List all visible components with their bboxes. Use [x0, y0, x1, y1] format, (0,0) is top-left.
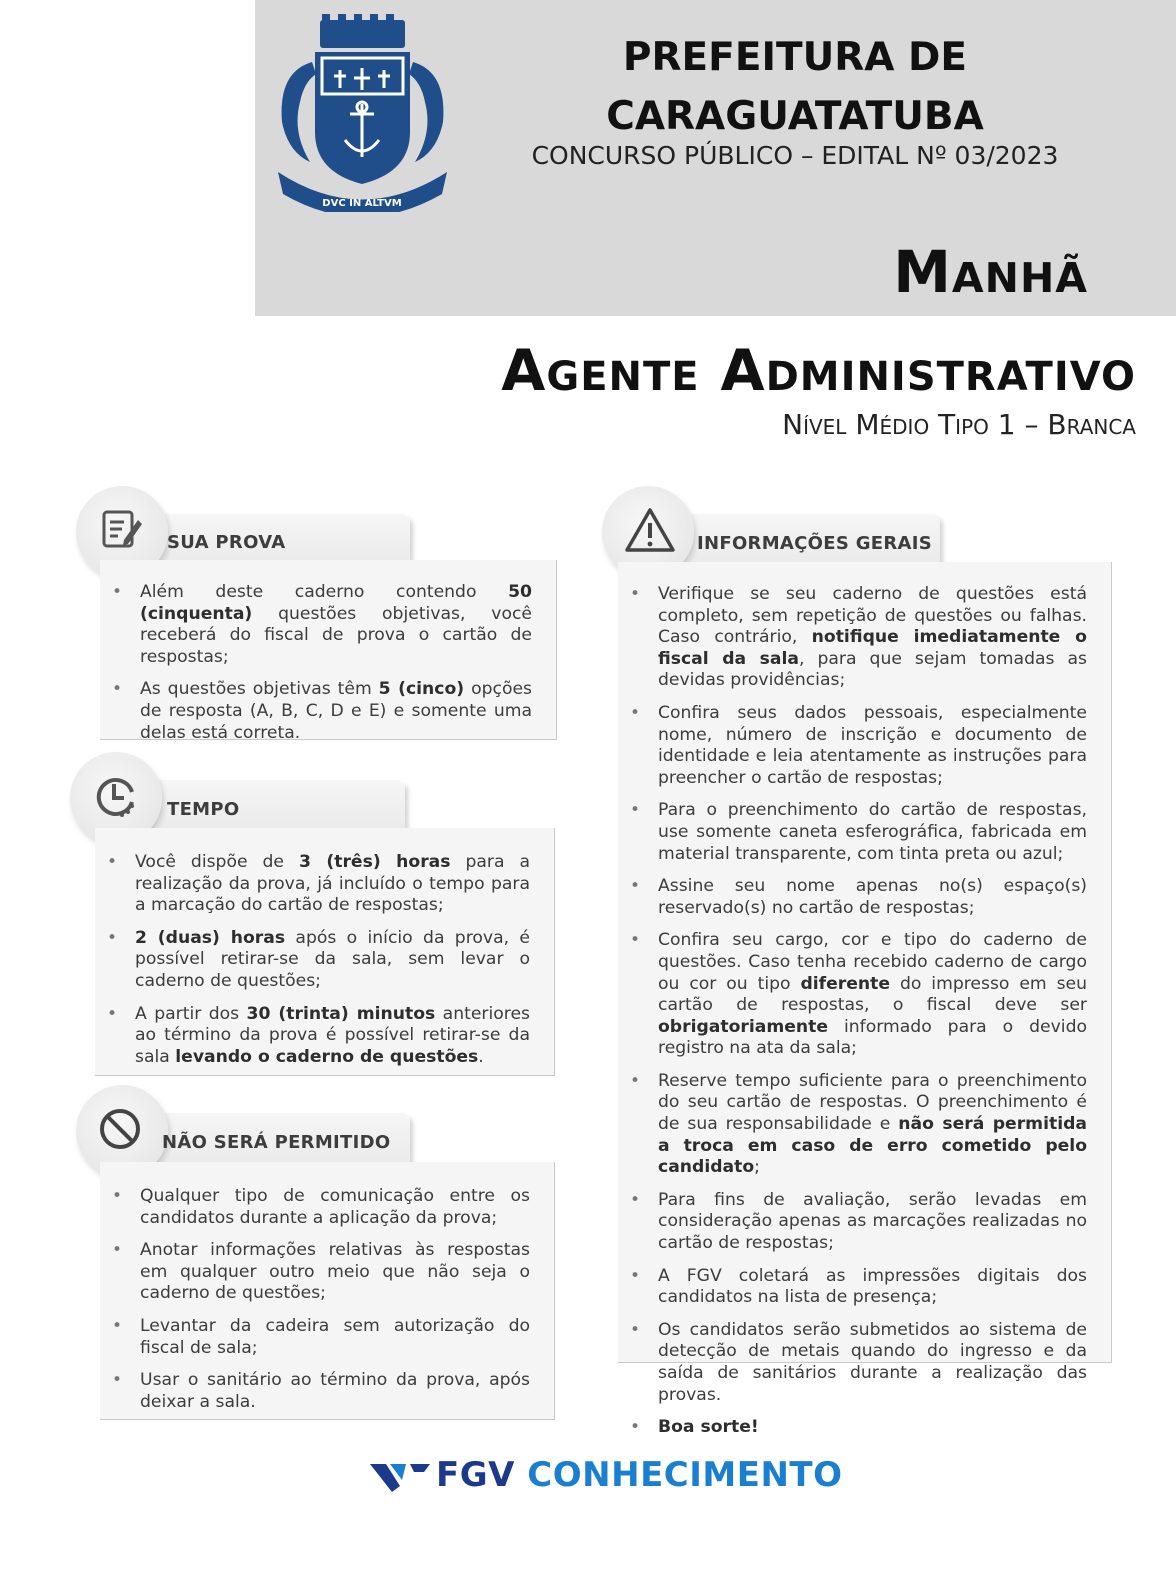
informacoes-gerais-item: [618, 930, 1087, 1060]
informacoes-gerais-item-text: Para fins de avaliação, serão levadas em consideração apenas as marcações realizadas no cartão de respostas;: [658, 1189, 1087, 1254]
nao-permitido-item-text: Qualquer tipo de comunicação entre os candidatos durante a aplicação da prova;: [140, 1186, 530, 1228]
sua-prova-item-text: 50 (cinquenta): [140, 582, 532, 624]
informacoes-gerais-item: [618, 1190, 1087, 1255]
sua-prova-item-text: 5 (cinco): [378, 679, 465, 700]
footer-brand: [436, 1455, 843, 1495]
informacoes-gerais-item: [618, 800, 1087, 865]
crest-logo: [270, 12, 455, 212]
tempo-item-text: 3 (três) horas: [298, 852, 451, 872]
informacoes-gerais-list: [618, 584, 1087, 1439]
nao-permitido-item: [100, 1370, 530, 1413]
informacoes-gerais-item: [618, 1266, 1087, 1309]
informacoes-gerais-panel: [618, 562, 1112, 1438]
prohibited-icon: [98, 1105, 146, 1153]
tempo-item: [95, 1004, 530, 1069]
informacoes-gerais-item-text: Para o preenchimento do cartão de respostas, use somente caneta esferográfica, fabricada em material transparente, com tinta preta ou azul;: [658, 800, 1087, 864]
tempo-panel: [95, 828, 555, 1076]
nao-permitido-title: NÃO SERÁ PERMITIDO: [162, 1132, 391, 1153]
informacoes-gerais-item-text: ;: [754, 1157, 760, 1178]
informacoes-gerais-item-text: diferente: [800, 973, 891, 994]
crest-motto: DVC IN ALTVM: [322, 198, 402, 209]
nao-permitido-item: [100, 1316, 530, 1359]
informacoes-gerais-item-text: informado para o devido registro na ata da sala;: [658, 1016, 1087, 1059]
informacoes-gerais-item-text: A FGV coletará as impressões digitais dos candidatos na lista de presença;: [658, 1265, 1087, 1308]
nao-permitido-item: [100, 1240, 530, 1305]
sua-prova-title: SUA PROVA: [167, 532, 286, 553]
sua-prova-list: [100, 582, 532, 744]
informacoes-gerais-item: [618, 1071, 1087, 1179]
informacoes-gerais-item: [618, 584, 1087, 692]
tempo-item-text: Você dispõe de: [135, 852, 299, 872]
tempo-item-text: A partir dos: [135, 1003, 247, 1024]
informacoes-gerais-item-text: Reserve tempo suficiente para o preenchimento do seu cartão de respostas. O preenchimento é de sua responsabilidade e: [658, 1070, 1087, 1135]
informacoes-gerais-item-text: Confira seus dados pessoais, especialmente nome, número de inscrição e documento de identidade e leia atentamente as instruções para preencher o cartão de respostas;: [658, 702, 1087, 788]
footer-brand-conhecimento: CONHECIMENTO: [527, 1455, 843, 1495]
tempo-item-text: 30 (trinta) minutos: [246, 1003, 436, 1024]
nao-permitido-item: [100, 1186, 530, 1229]
tempo-title: TEMPO: [167, 799, 240, 820]
informacoes-gerais-item-text: Confira seu cargo, cor e tipo do caderno de questões. Caso tenha recebido caderno de cargo ou cor ou tipo: [658, 930, 1087, 994]
informacoes-gerais-item-text: , para que sejam tomadas as devidas providências;: [658, 648, 1087, 691]
informacoes-gerais-item-text: obrigatoriamente: [658, 1016, 829, 1037]
sua-prova-panel: [100, 560, 557, 743]
informacoes-gerais-item: [618, 703, 1087, 789]
informacoes-gerais-item-text: Assine seu nome apenas no(s) espaço(s) reservado(s) no cartão de respostas;: [658, 876, 1087, 918]
informacoes-gerais-item: [618, 1320, 1087, 1406]
footer-brand-fgv: FGV: [436, 1455, 515, 1495]
informacoes-gerais-item-text: Os candidatos serão submetidos ao sistema de detecção de metais quando do ingresso e da saída de sanitários durante a realização das provas.: [658, 1319, 1087, 1405]
exam-shift: Manhã: [893, 238, 1088, 306]
tempo-item-text: levando o caderno de questões: [175, 1046, 479, 1067]
tempo-item: [95, 852, 530, 917]
sua-prova-item: [100, 679, 532, 744]
nao-permitido-list: [100, 1186, 530, 1413]
sua-prova-item-text: Além deste caderno contendo: [140, 582, 509, 602]
fgv-logo-mark-icon: [370, 1458, 432, 1498]
tempo-item-text: após o início da prova, é possível retirar-se da sala, sem levar o caderno de questões;: [135, 927, 530, 991]
sua-prova-item-text: As questões objetivas têm: [140, 679, 379, 700]
warning-icon: [624, 506, 676, 554]
nao-permitido-item-text: Anotar informações relativas às respostas em qualquer outro meio que não seja o caderno de questões;: [140, 1240, 530, 1304]
nao-permitido-item-text: Levantar da cadeira sem autorização do fiscal de sala;: [140, 1315, 530, 1358]
sua-prova-item-text: questões objetivas, você receberá do fiscal de prova o cartão de respostas;: [140, 603, 532, 667]
clock-icon: [92, 772, 140, 820]
nao-permitido-item-text: Usar o sanitário ao término da prova, após deixar a sala.: [140, 1370, 530, 1412]
informacoes-gerais-item-text: notifique imediatamente o fiscal da sala: [658, 627, 1087, 669]
institution-line1: PREFEITURA DE: [622, 35, 968, 80]
informacoes-gerais-item-text: Boa sorte!: [658, 1417, 759, 1438]
informacoes-gerais-title: INFORMAÇÕES GERAIS: [697, 533, 933, 554]
tempo-item-text: para a realização da prova, já incluído o tempo para a marcação do cartão de respostas;: [135, 852, 530, 916]
edital-number: CONCURSO PÚBLICO – EDITAL Nº 03/2023: [531, 141, 1059, 170]
exam-role: Agente Administrativo: [501, 338, 1136, 404]
sua-prova-item-text: opções de resposta (A, B, C, D e E) e somente uma delas está correta.: [140, 679, 533, 743]
tempo-item: [95, 928, 530, 993]
informacoes-gerais-item-text: Verifique se seu caderno de questões está completo, sem repetição de questões ou falhas. Caso contrário,: [658, 584, 1087, 648]
informacoes-gerais-item-text: do impresso em seu cartão de respostas, o fiscal deve ser: [658, 973, 1087, 1016]
exam-level: Nível Médio Tipo 1 – Branca: [782, 408, 1136, 441]
sua-prova-item: [100, 582, 532, 668]
tempo-item-text: anteriores ao término da prova é possível retirar-se da sala: [135, 1003, 530, 1067]
institution-title: [540, 28, 1050, 146]
exam-sheet-icon: [98, 506, 146, 554]
tempo-item-text: .: [478, 1046, 484, 1067]
informacoes-gerais-item: [618, 1417, 1087, 1439]
tempo-item-text: 2 (duas) horas: [135, 927, 286, 948]
tempo-list: [95, 852, 530, 1068]
informacoes-gerais-item: [618, 876, 1087, 919]
nao-permitido-panel: [100, 1162, 555, 1420]
institution-line2: CARAGUATATUBA: [606, 94, 984, 139]
informacoes-gerais-item-text: não será permitida a troca em caso de erro cometido pelo candidato: [658, 1114, 1087, 1178]
